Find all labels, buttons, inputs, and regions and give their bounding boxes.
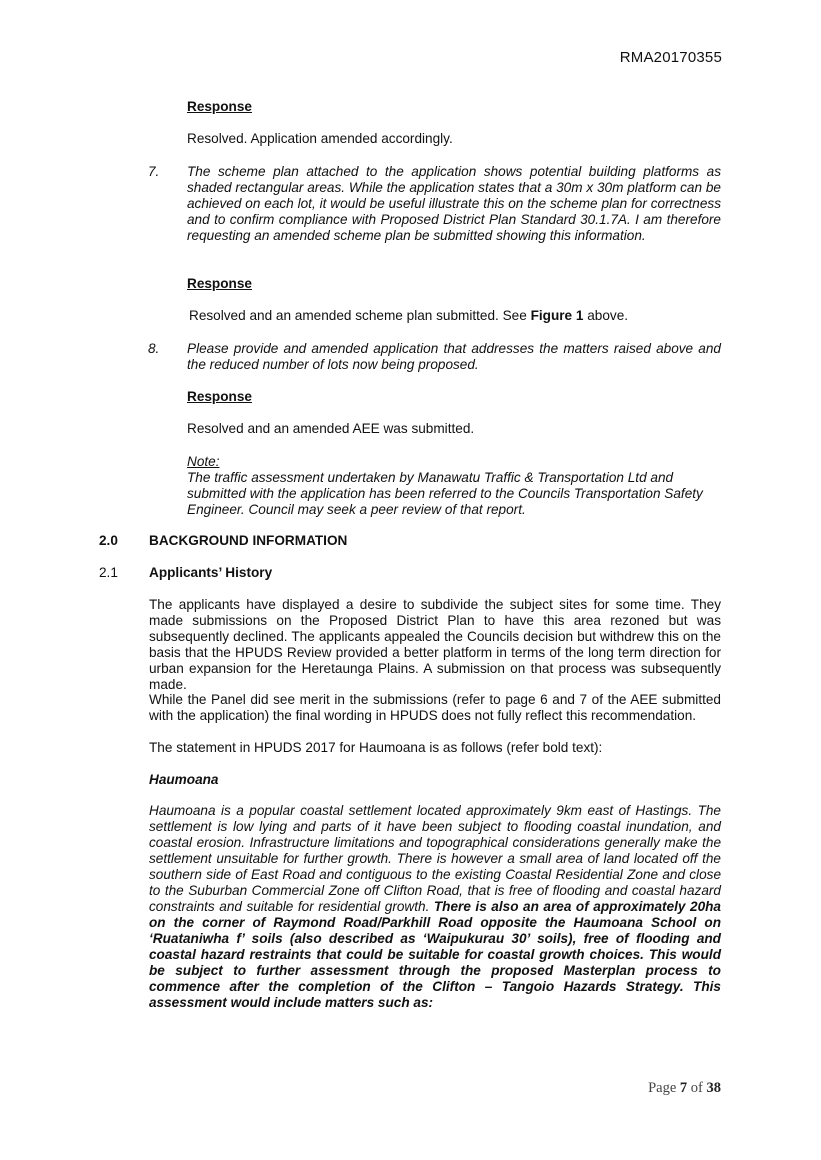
section-title: BACKGROUND INFORMATION: [149, 533, 348, 548]
subsection-title: Applicants’ History: [149, 565, 273, 580]
paragraph: While the Panel did see merit in the submissions (refer to page 6 and 7 of the AEE submitted with the application) the final wording in HPUDS does not fully reflect this recommendation.: [149, 692, 721, 723]
paragraph: The statement in HPUDS 2017 for Haumoana is as follows (refer bold text):: [149, 740, 603, 755]
response-heading: Response: [187, 389, 252, 404]
response-text: Resolved. Application amended accordingly.: [187, 131, 453, 146]
figure-reference: Figure 1: [530, 308, 584, 323]
section-number: 2.0: [99, 533, 118, 548]
item-number: 8.: [148, 341, 160, 356]
response-text: Resolved and an amended AEE was submitted.: [187, 421, 475, 436]
item-text: The scheme plan attached to the application shows potential building platforms as shaded rectangular areas. While the application states that a 30m x 30m platform can be achieved on each lot, it would be useful illustrate this on the scheme plan for correctness and to confirm compliance with Proposed District Plan Standard 30.1.7A. I am therefore requesting an amended scheme plan be submitted showing this information.: [187, 164, 721, 243]
note-label: Note:: [187, 454, 220, 469]
response-heading: Response: [187, 276, 252, 291]
item-number: 7.: [148, 164, 160, 179]
paragraph: The applicants have displayed a desire to subdivide the subject sites for some time. They made submissions on the Proposed District Plan to have this area rezoned but was subsequently declined. The applicants appealed the Councils decision but withdrew this on the basis that the HPUDS Review provided a better platform in terms of the long term direction for urban expansion for the Heretaunga Plains. A submission on that process was subsequently made.: [149, 597, 721, 692]
document-reference: RMA20170355: [619, 49, 722, 66]
item-text: Please provide and amended application that addresses the matters raised above and the reduced number of lots now being proposed.: [187, 341, 721, 372]
page-number: Page 7 of 38: [648, 1080, 721, 1096]
quote-heading: Haumoana: [149, 772, 219, 787]
response-text: Resolved and an amended scheme plan submitted. See Figure 1 above.: [189, 308, 629, 323]
quote-bold-text: There is also an area of approximately 20ha on the corner of Raymond Road/Parkhill Road opposite the Haumoana School on ‘Ruataniwha f’ soils (also described as ‘Waipukurau 30’ soils), free of flooding and coastal hazard restraints that could be suitable for coastal growth choices. This would be subject to further assessment through the proposed Masterplan process to commence after the completion of the Clifton – Tangoio Hazards Strategy. This assessment would include matters such as:: [149, 899, 721, 1010]
hpuds-quote: Haumoana is a popular coastal settlement located approximately 9km east of Hastings. The settlement is low lying and parts of it have been subject to flooding coastal inundation, and coastal erosion. Infrastructure limitations and topographical considerations generally make the settlement unsuitable for further growth. There is however a small area of land located off the southern side of East Road and contiguous to the existing Coastal Residential Zone and close to the Suburban Commercial Zone off Clifton Road, that is free of flooding and coastal hazard constraints and suitable for residential growth. There is also an area of approximately 20ha on the corner of Raymond Road/Parkhill Road opposite the Haumoana School on ‘Ruataniwha f’ soils (also described as ‘Waipukurau 30’ soils), free of flooding and coastal hazard restraints that could be suitable for coastal growth choices. This would be subject to further assessment through the proposed Masterplan process to commence after the completion of the Clifton – Tangoio Hazards Strategy. This assessment would include matters such as:: [149, 803, 721, 1010]
note-text: The traffic assessment undertaken by Manawatu Traffic & Transportation Ltd and submitted with the application has been referred to the Councils Transportation Safety Engineer. Council may seek a peer review of that report.: [187, 470, 703, 517]
subsection-number: 2.1: [99, 565, 118, 580]
response-heading: Response: [187, 99, 252, 114]
